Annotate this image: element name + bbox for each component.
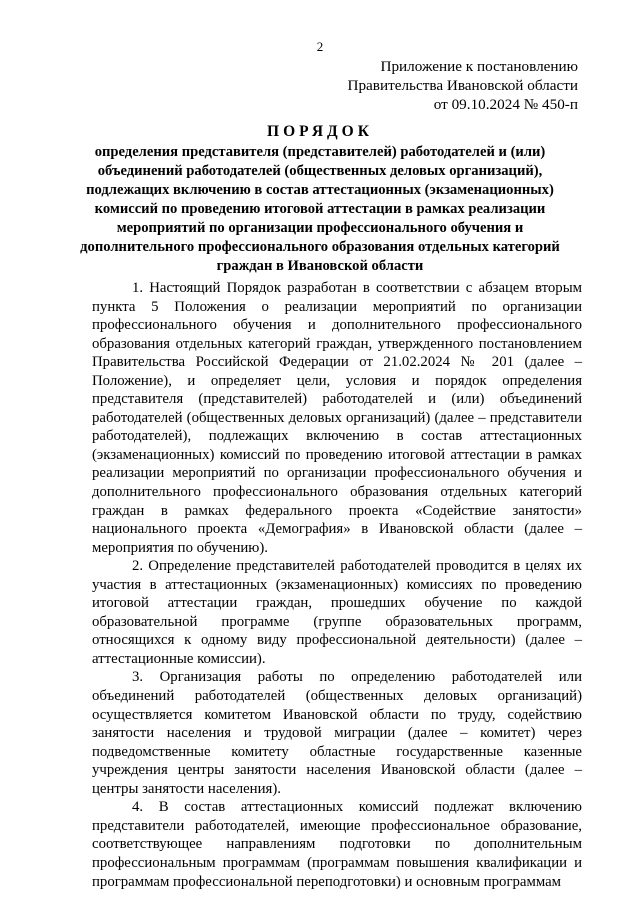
document-body	[92, 279, 582, 891]
document-subtitle: определения представителя (представителей) работодателей и (или) объединений работодателей (общественных деловых организаций), подлежащих включению в состав аттестационных (экзаменационных) комиссий по проведению итоговой аттестации в рамках реализации мероприятий по организации профессионального обучения и дополнительного профессионального образования отдельных категорий граждан в Ивановской области	[80, 144, 560, 274]
paragraph-4: 4. В состав аттестационных комиссий подлежат включению представители работодателей, имеющие профессиональное образование, соответствующее направлениям подготовки по дополнительным профессиональным программам (программам повышения квалификации и программам профессиональной переподготовки) и основным программам	[92, 799, 582, 890]
appendix-line-2: Правительства Ивановской области	[347, 77, 578, 94]
appendix-reference	[348, 57, 579, 114]
document-title: ПОРЯДОК	[267, 123, 373, 140]
appendix-line-1: Приложение к постановлению	[380, 58, 578, 75]
appendix-line-3: от 09.10.2024 № 450-п	[433, 96, 578, 113]
paragraph-1: 1. Настоящий Порядок разработан в соответствии с абзацем вторым пункта 5 Положения о реализации мероприятий по организации профессионального обучения и дополнительного профессионального образования отдельных категорий граждан, утвержденного постановлением Правительства Российской Федерации от 21.02.2024 № 201 (далее – Положение), и определяет цели, условия и порядок определения представителя (представителей) работодателей и (или) объединений работодателей (общественных деловых организаций) (далее – представители работодателей), подлежащих включению в состав аттестационных (экзаменационных) комиссий по проведению итоговой аттестации в рамках реализации мероприятий по организации профессионального обучения и дополнительного профессионального образования отдельных категорий граждан в рамках федерального проекта «Содействие занятости» национального проекта «Демография» в Ивановской области (далее – мероприятия по обучению).	[92, 280, 582, 556]
page-number: 2	[316, 39, 324, 54]
paragraph-3: 3. Организация работы по определению работодателей или объединений работодателей (общественных деловых организаций) осуществляется комитетом Ивановской области по труду, содействию занятости населения и трудовой миграции (далее – комитет) через подведомственные комитету областные государственные казенные учреждения центры занятости населения Ивановской области (далее – центры занятости населения).	[92, 669, 582, 797]
paragraph-2: 2. Определение представителей работодателей проводится в целях их участия в аттестационных (экзаменационных) комиссиях по проведению итоговой аттестации граждан, прошедших обучение по каждой образовательной программе (группе образовательных программ, относящихся к одному виду профессиональной деятельности) (далее – аттестационные комиссии).	[92, 558, 582, 667]
